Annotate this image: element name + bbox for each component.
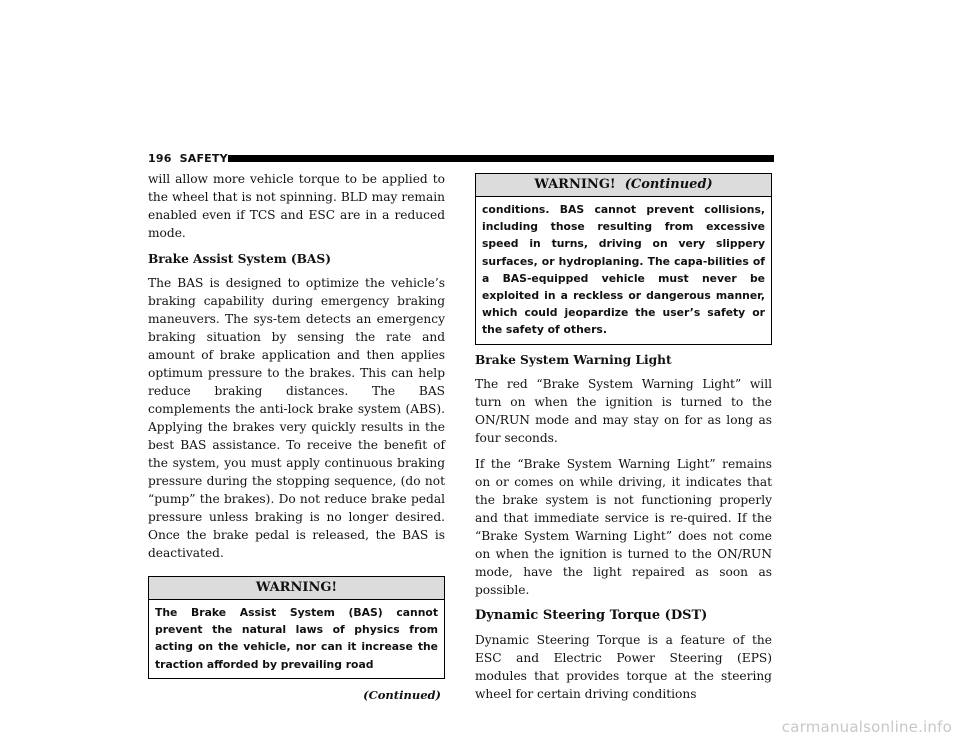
dst-heading: Dynamic Steering Torque (DST) bbox=[475, 607, 708, 623]
intro-paragraph: will allow more vehicle torque to be applied to the wheel that is not spinning. BLD may remain enabled even if TCS and ESC are in a reduced mode. bbox=[148, 172, 445, 240]
bas-paragraph: The BAS is designed to optimize the vehicle’s braking capability during emergency braking maneuvers. The sys-tem detects an emergency braking situation by sensing the rate and amount of brake application and then applies optimum pressure to the brakes. This can help reduce braking distances. The BAS complements the anti-lock brake system (ABS). Applying the brakes very quickly results in the best BAS assistance. To receive the benefit of the system, you must apply continuous braking pressure during the stopping sequence, (do not “pump” the brakes). Do not reduce brake pedal pressure unless braking is no longer desired. Once the brake pedal is released, the BAS is deactivated. bbox=[148, 276, 445, 560]
bswl-paragraph-2: If the “Brake System Warning Light” remains on or comes on while driving, it indicates that the brake system is not functioning properly and that immediate service is re-quired. If the “Brake System Warning Light” does not come on when the ignition is turned to the ON/RUN mode, have the light repaired as soon as possible. bbox=[475, 456, 772, 597]
continued-label: (Continued) bbox=[363, 687, 441, 702]
warning-box-continued bbox=[475, 173, 772, 345]
right-column bbox=[475, 173, 772, 711]
watermark: carmanualsonline.info bbox=[781, 718, 952, 736]
section-title: SAFETY bbox=[179, 152, 228, 165]
page-header bbox=[148, 152, 774, 166]
dst-paragraph: Dynamic Steering Torque is a feature of the ESC and Electric Power Steering (EPS) modules that provides torque at the steering wheel for certain driving conditions bbox=[475, 632, 772, 701]
bswl-paragraph-1: The red “Brake System Warning Light” will turn on when the ignition is turned to the ON/RUN mode and may stay on for as long as four seconds. bbox=[475, 376, 772, 445]
warning-continued-label: (Continued) bbox=[624, 177, 713, 192]
page-number: 196 bbox=[148, 152, 172, 165]
header-rule bbox=[228, 155, 774, 162]
warning-text: The Brake Assist System (BAS) cannot prevent the natural laws of physics from acting on the vehicle, nor can it increase the traction afforded by prevailing road bbox=[155, 606, 438, 671]
warning-title-text: WARNING! bbox=[534, 177, 616, 192]
page-number-section bbox=[148, 152, 228, 166]
bas-heading: Brake Assist System (BAS) bbox=[148, 252, 331, 266]
left-column bbox=[148, 170, 445, 702]
bswl-heading: Brake System Warning Light bbox=[475, 352, 672, 367]
warning-text-continued: conditions. BAS cannot prevent collisions, including those resulting from excessive speed in turns, driving on very slippery surfaces, or hydroplaning. The capa-bilities of a BAS-equipped vehicle must never be exploited in a reckless or dangerous manner, which could jeopardize the user’s safety or the safety of others. bbox=[482, 203, 765, 337]
warning-title: WARNING! bbox=[149, 577, 444, 600]
warning-title-continued bbox=[476, 174, 771, 197]
warning-box bbox=[148, 576, 445, 679]
